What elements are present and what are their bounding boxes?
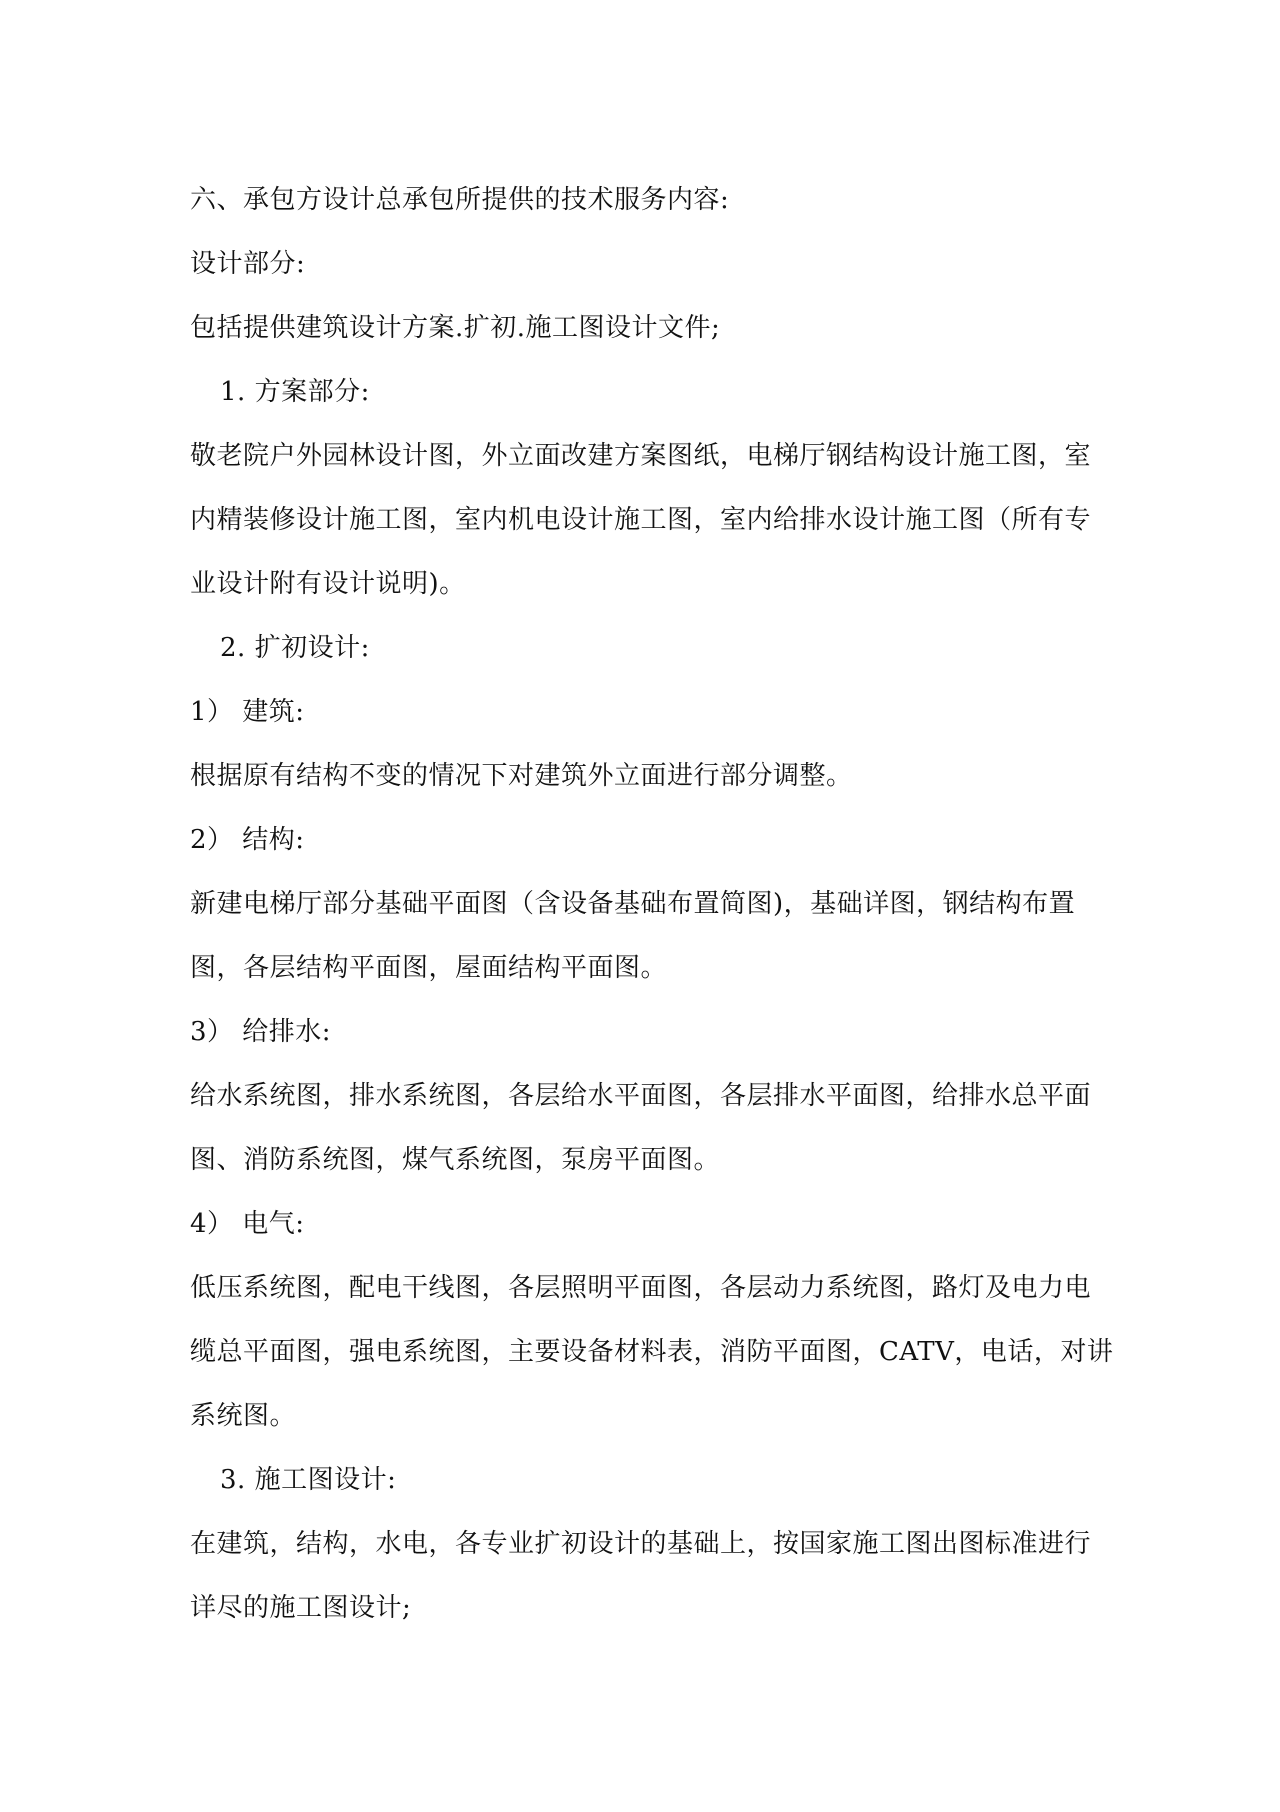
paragraph-line: 业设计附有设计说明)。 [190, 569, 466, 599]
list-item-heading: 3. 施工图设计: [220, 1465, 397, 1495]
paragraph: 包括提供建筑设计方案.扩初.施工图设计文件; [190, 313, 721, 343]
list-item-heading: 1. 方案部分: [220, 377, 370, 407]
paragraph-line: 系统图。 [190, 1401, 297, 1431]
paragraph-line: 给水系统图，排水系统图，各层给水平面图，各层排水平面图，给排水总平面 [190, 1081, 1092, 1111]
sub-item-heading: 2） 结构: [190, 825, 305, 855]
paragraph-line: 图，各层结构平面图，屋面结构平面图。 [190, 953, 668, 983]
paragraph-line: 在建筑，结构，水电，各专业扩初设计的基础上，按国家施工图出图标准进行 [190, 1529, 1092, 1559]
paragraph-line: 缆总平面图，强电系统图，主要设备材料表，消防平面图，CATV，电话，对讲 [190, 1337, 1114, 1367]
paragraph-line: 新建电梯厅部分基础平面图（含设备基础布置简图)，基础详图，钢结构布置 [190, 889, 1076, 919]
paragraph-line: 敬老院户外园林设计图，外立面改建方案图纸，电梯厅钢结构设计施工图，室 [190, 441, 1092, 471]
paragraph-line: 低压系统图，配电干线图，各层照明平面图，各层动力系统图，路灯及电力电 [190, 1273, 1092, 1303]
paragraph-line: 内精装修设计施工图，室内机电设计施工图，室内给排水设计施工图（所有专 [190, 505, 1092, 535]
document-body [190, 168, 1114, 1640]
paragraph-line: 详尽的施工图设计; [190, 1593, 412, 1623]
sub-item-heading: 4） 电气: [190, 1209, 305, 1239]
paragraph-line: 图、消防系统图，煤气系统图，泵房平面图。 [190, 1145, 721, 1175]
list-item-heading: 2. 扩初设计: [220, 633, 370, 663]
subsection-heading: 设计部分: [190, 249, 306, 279]
section-heading: 六、承包方设计总承包所提供的技术服务内容: [190, 185, 730, 215]
paragraph-line: 根据原有结构不变的情况下对建筑外立面进行部分调整。 [190, 761, 853, 791]
sub-item-heading: 3） 给排水: [190, 1017, 332, 1047]
sub-item-heading: 1） 建筑: [190, 697, 305, 727]
